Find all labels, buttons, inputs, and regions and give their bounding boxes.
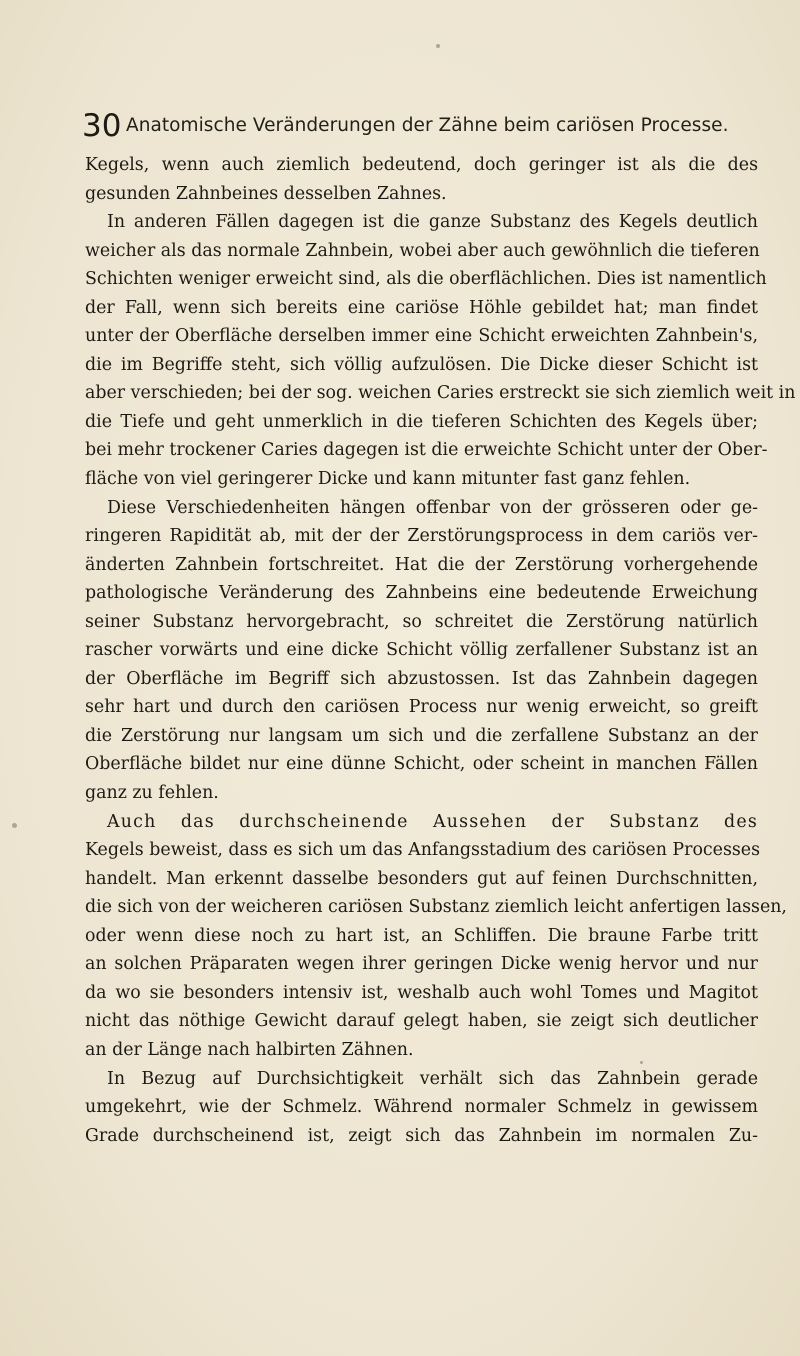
text-line: die im Begriffe steht, sich völlig aufzulösen. Die Dicke dieser Schicht ist [85,354,758,375]
text-line: Diese Verschiedenheiten hängen offenbar von der grösseren oder ge- [107,497,758,518]
text-line: ganz zu fehlen. [85,783,219,804]
paper-speck [436,44,440,48]
text-line: da wo sie besonders intensiv ist, weshalb auch wohl Tomes und Magitot [85,982,758,1003]
text-line: sehr hart und durch den cariösen Process nur wenig erweicht, so greift [85,697,758,718]
text-line: Oberfläche bildet nur eine dünne Schicht, oder scheint in manchen Fällen [85,754,758,775]
text-line: ringeren Rapidität ab, mit der der Zerstörungsprocess in dem cariös ver- [85,526,758,547]
text-line: In anderen Fällen dagegen ist die ganze Substanz des Kegels deutlich [107,212,758,233]
text-line: die Tiefe und geht unmerklich in die tieferen Schichten des Kegels über; [85,411,758,432]
text-line: aber verschieden; bei der sog. weichen Caries erstreckt sie sich ziemlich weit in [85,383,796,404]
text-line: oder wenn diese noch zu hart ist, an Schliffen. Die braune Farbe tritt [85,925,758,946]
text-line: die sich von der weicheren cariösen Substanz ziemlich leicht anfertigen lassen, [85,897,787,918]
text-line: gesunden Zahnbeines desselben Zahnes. [85,183,447,204]
page-number: 30 [82,108,122,144]
text-line: der Fall, wenn sich bereits eine cariöse Höhle gebildet hat; man findet [85,297,758,318]
text-line: umgekehrt, wie der Schmelz. Während normaler Schmelz in gewissem [85,1097,758,1118]
text-line: änderten Zahnbein fortschreitet. Hat die der Zerstörung vorhergehende [85,554,758,575]
running-head: Anatomische Veränderungen der Zähne beim cariösen Processe. [126,115,729,136]
text-line: die Zerstörung nur langsam um sich und die zerfallene Substanz an der [85,725,758,746]
text-line: Schichten weniger erweicht sind, als die oberflächlichen. Dies ist namentlich [85,269,767,290]
text-line: Kegels, wenn auch ziemlich bedeutend, doch geringer ist als die des [85,155,758,175]
text-line: pathologische Veränderung des Zahnbeins eine bedeutende Erweichung [85,583,758,604]
paper-speck [12,823,17,828]
text-line: Auch das durchscheinende Aussehen der Substanz des [107,811,758,832]
text-line: unter der Oberfläche derselben immer eine Schicht erweichten Zahnbein's, [85,326,758,347]
text-line: fläche von viel geringerer Dicke und kann mitunter fast ganz fehlen. [85,469,691,490]
body-text [85,151,796,1150]
text-line: Kegels beweist, dass es sich um das Anfangsstadium des cariösen Processes [85,840,761,861]
text-line: bei mehr trockener Caries dagegen ist die erweichte Schicht unter der Ober- [85,440,768,461]
text-line: der Oberfläche im Begriff sich abzustossen. Ist das Zahnbein dagegen [85,668,758,689]
text-line: seiner Substanz hervorgebracht, so schreitet die Zerstörung natürlich [85,611,758,632]
text-line: nicht das nöthige Gewicht darauf gelegt haben, sie zeigt sich deutlicher [85,1011,758,1032]
text-line: rascher vorwärts und eine dicke Schicht völlig zerfallener Substanz ist an [85,640,758,661]
text-line: handelt. Man erkennt dasselbe besonders gut auf feinen Durchschnitten, [85,868,758,889]
text-line: weicher als das normale Zahnbein, wobei aber auch gewöhnlich die tieferen [85,240,760,261]
page-header [82,106,772,146]
text-line: an solchen Präparaten wegen ihrer geringen Dicke wenig hervor und nur [85,954,758,975]
text-line: Grade durchscheinend ist, zeigt sich das Zahnbein im normalen Zu- [85,1125,758,1146]
paper-speck [640,1061,643,1064]
text-line: an der Länge nach halbirten Zähnen. [85,1039,414,1060]
text-line: In Bezug auf Durchsichtigkeit verhält sich das Zahnbein gerade [107,1068,758,1089]
